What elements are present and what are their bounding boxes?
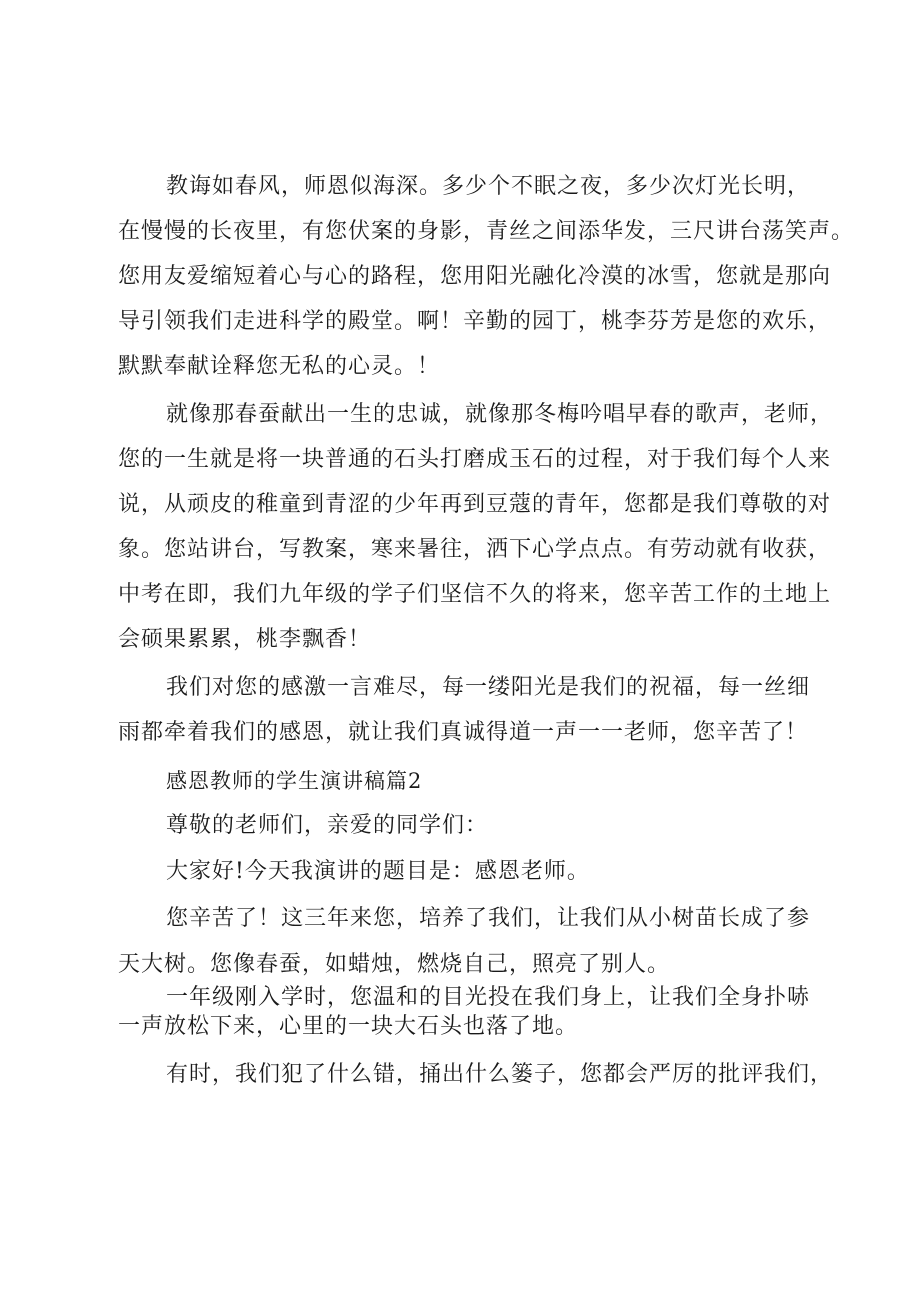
paragraph-3-line-2: 雨都牵着我们的感恩，就让我们真诚得道一声一一老师，您辛苦了！ xyxy=(118,720,809,745)
paragraph-3-line-1: 我们对您的感激一言难尽，每一缕阳光是我们的祝福，每一丝细 xyxy=(166,675,811,700)
paragraph-6-line-1: 有时，我们犯了什么错，捅出什么篓子，您都会严厉的批评我们， xyxy=(166,1062,834,1087)
section-heading: 感恩教师的学生演讲稿篇2 xyxy=(166,769,423,793)
greeting: 大家好!今天我演讲的题目是：感恩老师。 xyxy=(166,859,590,884)
paragraph-2-line-3: 说，从顽皮的稚童到青涩的少年再到豆蔻的青年，您都是我们尊敬的对 xyxy=(118,492,832,517)
paragraph-4-line-1: 您辛苦了！这三年来您，培养了我们，让我们从小树苗长成了参 xyxy=(166,906,811,931)
paragraph-1-line-1: 教诲如春风，师恩似海深。多少个不眠之夜，多少次灯光长明， xyxy=(166,174,811,199)
paragraph-1-line-2: 在慢慢的长夜里，有您伏案的身影，青丝之间添华发，三尺讲台荡笑声。 xyxy=(118,219,855,244)
paragraph-1-line-4: 导引领我们走进科学的殿堂。啊！辛勤的园丁，桃李芬芳是您的欢乐， xyxy=(118,309,832,334)
paragraph-1-line-3: 您用友爱缩短着心与心的路程，您用阳光融化冷漠的冰雪，您就是那向 xyxy=(118,264,832,289)
paragraph-2-line-4: 象。您站讲台，写教案，寒来暑往，洒下心学点点。有劳动就有收获， xyxy=(118,537,832,562)
salutation: 尊敬的老师们，亲爱的同学们： xyxy=(166,813,489,838)
paragraph-5-line-2: 一声放松下来，心里的一块大石头也落了地。 xyxy=(118,1014,579,1039)
paragraph-2-line-6: 会硕果累累，桃李飘香！ xyxy=(118,627,372,652)
paragraph-2-line-1: 就像那春蚕献出一生的忠诚，就像那冬梅吟唱早春的歌声，老师， xyxy=(166,402,834,427)
paragraph-4-line-2: 天大树。您像春蚕，如蜡烛，燃烧自己，照亮了别人。 xyxy=(118,952,671,977)
paragraph-2-line-5: 中考在即，我们九年级的学子们坚信不久的将来，您辛苦工作的土地上 xyxy=(118,582,832,607)
paragraph-2-line-2: 您的一生就是将一块普通的石头打磨成玉石的过程，对于我们每个人来 xyxy=(118,447,832,472)
paragraph-5-line-1: 一年级刚入学时，您温和的目光投在我们身上，让我们全身扑哧 xyxy=(166,985,811,1010)
paragraph-1-line-5: 默默奉献诠释您无私的心灵。！ xyxy=(118,354,441,379)
